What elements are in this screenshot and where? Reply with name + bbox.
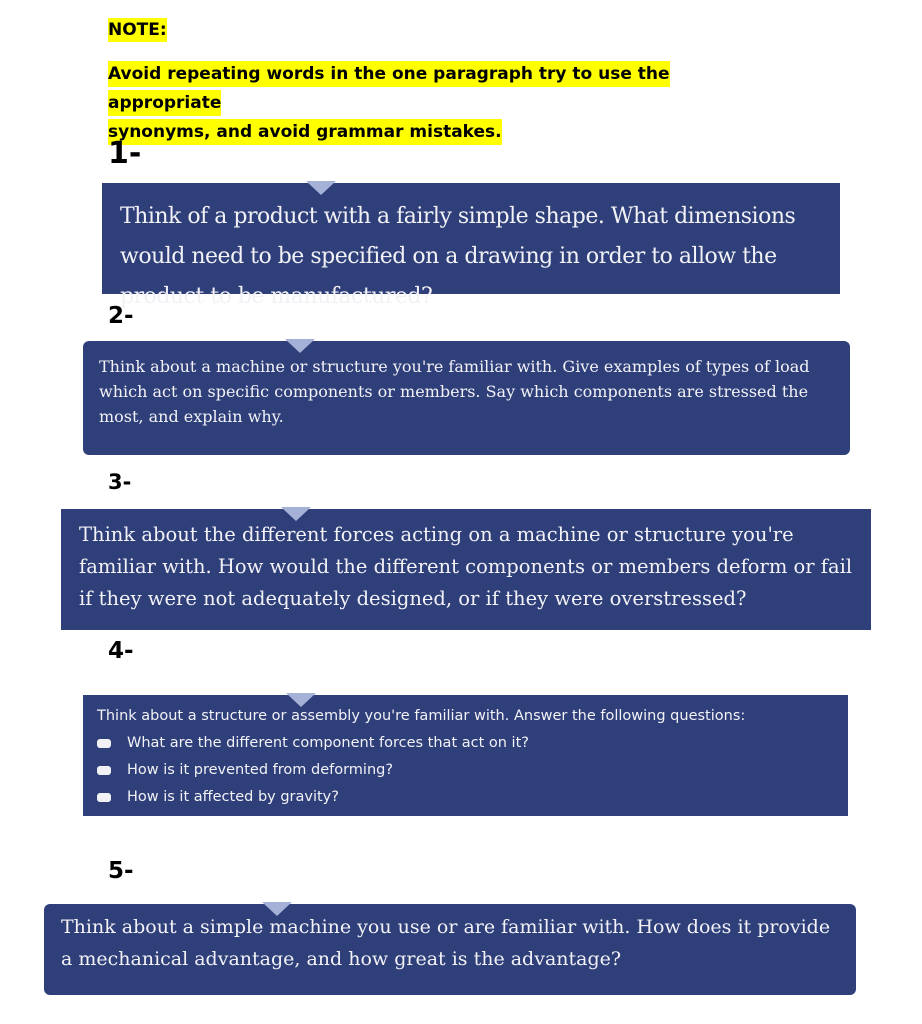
bullet-text: What are the different component forces that act on it? [127, 735, 529, 751]
question-box-4 [83, 695, 848, 816]
header-tab-marker [262, 902, 292, 916]
note-line-2: synonyms, and avoid grammar mistakes. [108, 119, 502, 145]
question-number-3: 3- [108, 470, 132, 494]
question-box-5 [44, 904, 856, 995]
bullet-icon [97, 739, 111, 748]
question-box-2 [83, 341, 850, 455]
bullet-text: How is it affected by gravity? [127, 789, 339, 805]
header-tab-marker [306, 181, 336, 195]
question-number-5: 5- [108, 858, 134, 884]
question-number-1: 1- [108, 136, 142, 171]
note-label: NOTE: [108, 20, 167, 40]
bullet-icon [97, 766, 111, 775]
question-text-2: Think about a machine or structure you're familiar with. Give examples of types of load which act on specific components or members. Say which components are stressed the most, and explain why. [99, 357, 810, 426]
question-number-2: 2- [108, 303, 134, 329]
header-tab-marker [281, 507, 311, 521]
question-box-3 [61, 509, 871, 630]
list-item [97, 757, 834, 784]
question-text-1: Think of a product with a fairly simple shape. What dimensions would need to be specified on a drawing in order to allow the product to be manufactured? [120, 204, 796, 309]
header-tab-marker [286, 693, 316, 707]
question-number-4: 4- [108, 638, 134, 664]
note-body [108, 60, 768, 147]
question-text-5: Think about a simple machine you use or are familiar with. How does it provide a mechanical advantage, and how great is the advantage? [61, 916, 831, 970]
header-tab-marker [285, 339, 315, 353]
question-text-3: Think about the different forces acting on a machine or structure you're familiar with. How would the different components or members deform or fail if they were not adequately designed, or if they were overstressed? [79, 523, 853, 610]
question-text-4: Think about a structure or assembly you're familiar with. Answer the following questions: [97, 708, 746, 724]
list-item [97, 730, 834, 757]
question-box-1 [102, 183, 840, 309]
list-item [97, 784, 834, 811]
note-line-1: Avoid repeating words in the one paragraph try to use the appropriate [108, 61, 670, 116]
bullet-icon [97, 793, 111, 802]
bullet-text: How is it prevented from deforming? [127, 762, 394, 778]
